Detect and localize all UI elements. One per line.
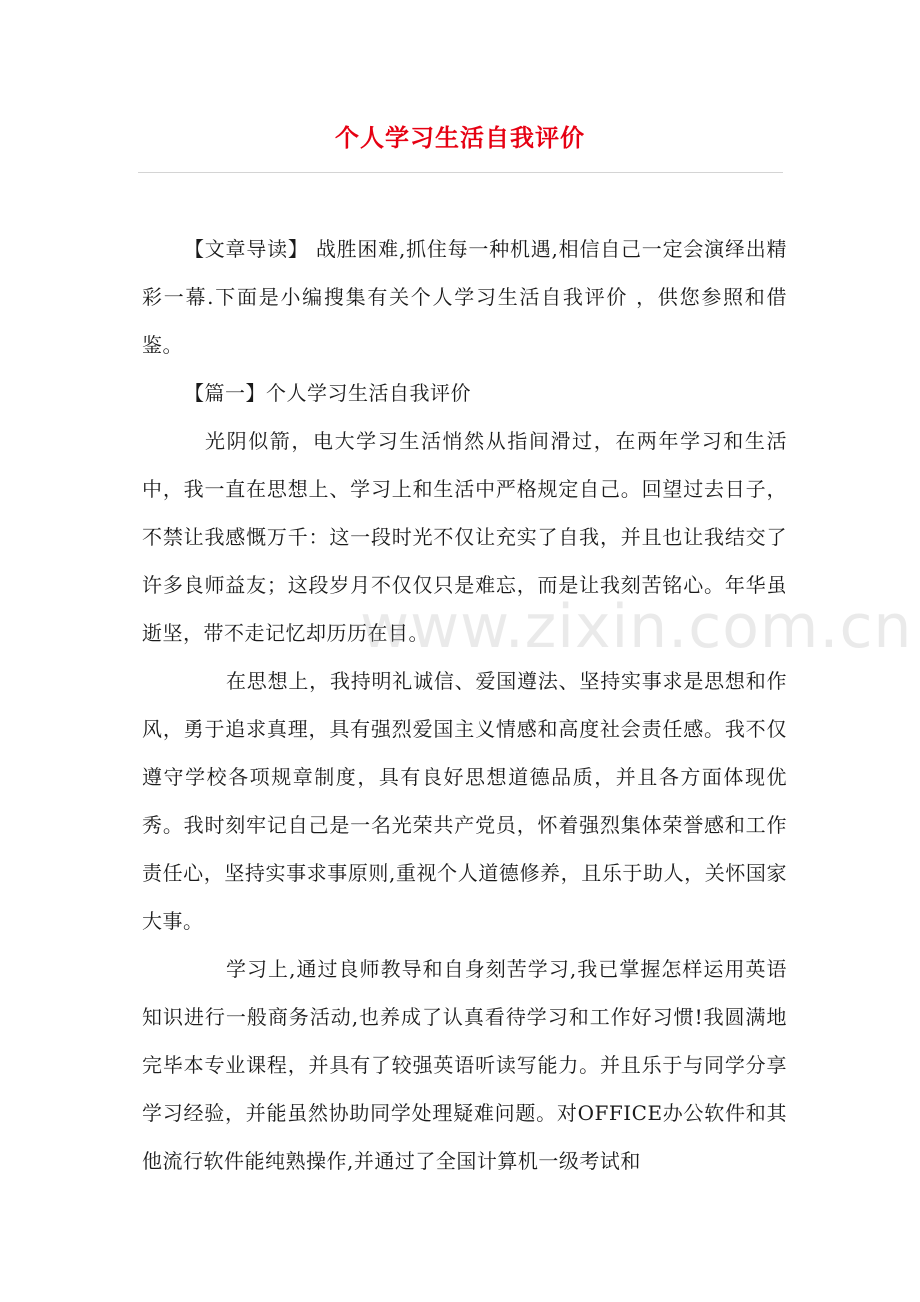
body-paragraph: 光阴似箭，电大学习生活悄然从指间滑过，在两年学习和生活中，我一直在思想上、学习上和生活中严格规定自己。回望过去日子，不禁让我感慨万千：这一段时光不仅让充实了自我，并且也让我结交了许多良师益友；这段岁月不仅仅只是难忘，而是让我刻苦铭心。年华虽逝坚，带不走记忆却历历在目。 bbox=[142, 429, 787, 645]
body-paragraph: 学习上,通过良师教导和自身刻苦学习,我已掌握怎样运用英语知识进行一般商务活动,也养成了认真看待学习和工作好习惯!我圆满地完毕本专业课程，并具有了较强英语听读写能力。并且乐于与同学分享学习经验，并能虽然协助同学处理疑难问题。对OFFICE办公软件和其他流行软件能纯熟操作,并通过了全国计算机一级考试和 bbox=[142, 957, 787, 1173]
section-heading: 【篇一】个人学习生活自我评价 bbox=[184, 381, 471, 405]
intro-paragraph: 【文章导读】 战胜困难,抓住每一种机遇,相信自己一定会演绎出精彩一幕.下面是小编搜集有关个人学习生活自我评价 ，供您参照和借鉴。 bbox=[142, 237, 787, 357]
document-body bbox=[142, 225, 787, 1185]
body-paragraph: 在思想上，我持明礼诚信、爱国遵法、坚持实事求是思想和作风，勇于追求真理，具有强烈爱国主义情感和高度社会责任感。我不仅遵守学校各项规章制度，具有良好思想道德品质，并且各方面体现优秀。我时刻牢记自己是一名光荣共产党员，怀着强烈集体荣誉感和工作责任心，坚持实事求事原则,重视个人道德修养，且乐于助人，关怀国家大事。 bbox=[142, 669, 787, 933]
title-divider bbox=[138, 172, 783, 173]
document-title: 个人学习生活自我评价 bbox=[335, 124, 585, 152]
watermark: www.zixin.com.cn bbox=[360, 592, 913, 662]
